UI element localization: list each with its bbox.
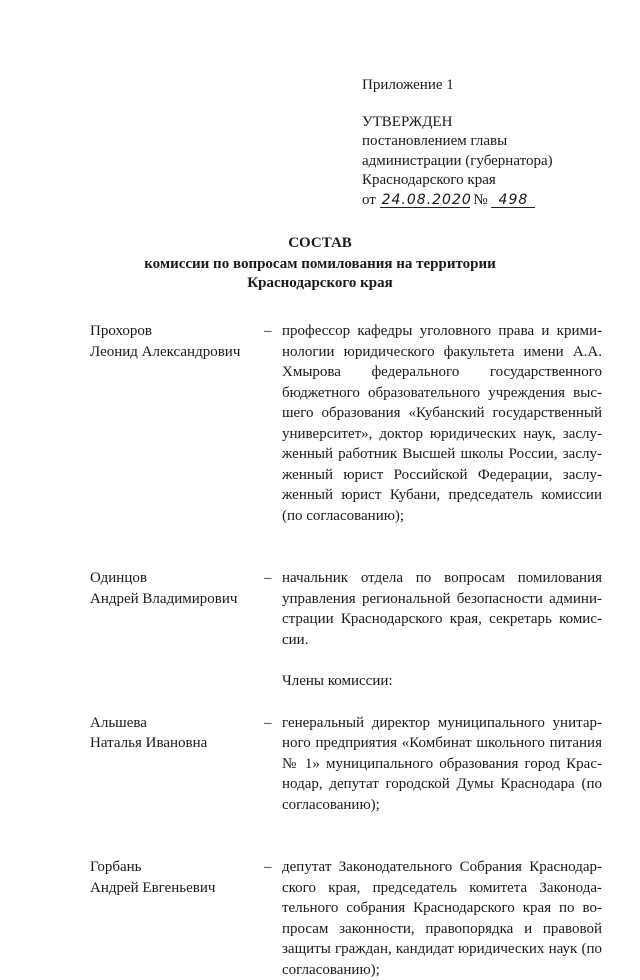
member-name [90,321,264,526]
number-field [491,193,535,208]
members-label: Члены комиссии: [282,673,393,689]
approval-line-1: постановлением главы [362,133,508,149]
document-title: СОСТАВ [288,235,352,251]
approved-label: УТВЕРЖДЕН [362,113,453,130]
dash-separator: – [264,323,272,339]
member-given-name: Леонид Александрович [90,343,241,360]
dash-separator: – [264,714,272,731]
handwritten-date: 24.08.2020 [381,191,472,208]
spacer [90,547,602,568]
member-surname: Одинцов [90,570,147,586]
member-surname: Прохоров [90,323,152,339]
annex-label: Приложение 1 [362,77,454,93]
spacer [90,815,602,836]
document-subtitle-1: комиссии по вопросам помилования на территории [144,256,496,272]
member-surname: Горбань [90,859,142,875]
member-description: депутат Законодательного Собрания Краснодарского края, председатель комитета Законодательного собрания Краснодарского края по вопросам законности, правопорядка и правовой защиты граждан, кандидат юридических наук (по согласованию); [282,859,602,978]
document-subtitle-2: Краснодарского края [247,275,393,291]
handwritten-number: 498 [498,191,529,208]
member-given-name: Андрей Евгеньевич [90,879,216,896]
member-surname: Альшева [90,714,147,731]
approval-date-line [362,191,612,211]
document-heading [0,234,640,293]
spacer [90,836,602,857]
approval-line-3: Краснодарского края [362,172,496,188]
dash-separator: – [264,859,272,875]
member-name [90,568,264,650]
number-sign: № [473,191,488,208]
date-field [380,193,470,208]
member-given-name: Андрей Владимирович [90,590,238,607]
member-name [90,857,264,980]
member-description: профессор кафедры уголовного права и криминологии юридического факультета имени А.А. Хмырова федерального государственного бюджетного образовательного учреждения высшего образования «Кубанский государственный университет», доктор юридических наук, заслуженный работник Высшей школы России, заслуженный юрист Российской Федерации, заслуженный юрист Кубани, председатель комиссии (по согласованию); [282,323,602,524]
approval-block [362,76,612,210]
member-given-name: Наталья Ивановна [90,735,208,751]
dash-separator: – [264,570,272,586]
list-item [90,568,602,650]
list-item [90,321,602,526]
member-description: начальник отдела по вопросам помилования управления региональной безопасности администрации Краснодарского края, секретарь комиссии. [282,570,602,648]
list-item [90,713,602,816]
commission-list [90,321,602,980]
member-name [90,713,264,816]
approval-line-2: администрации (губернатора) [362,152,553,169]
list-item [90,857,602,980]
member-description: генеральный директор муниципального унитарного предприятия «Комбинат школьного питания № 1» муниципального образования город Краснодар, депутат городской Думы Краснодара (по согласованию); [282,714,602,813]
from-label: от [362,191,376,208]
spacer [90,526,602,547]
